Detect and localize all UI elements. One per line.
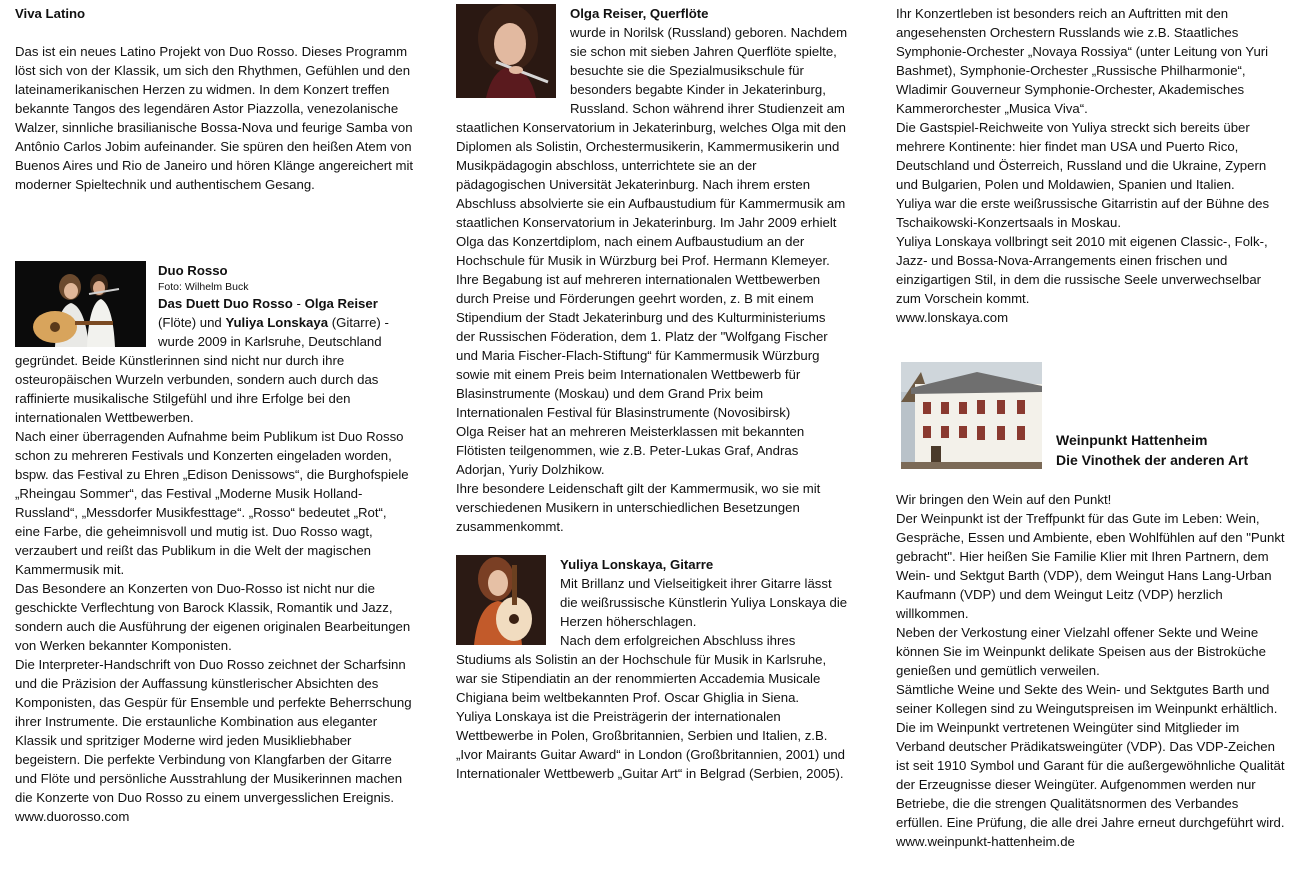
weinpunkt-paragraph-2: Der Weinpunkt ist der Treffpunkt für das Gute im Leben: Wein, Gespräche, Essen und Ambiente, eben Wohlfühlen auf den "Punkt gebracht". Hier heißen Sie Familie Klier mit Ihren Partnern, dem Wein- und Sektgut Barth (VDP), dem Weingut Hans Lang-Urban Kaufmann (VDP) und dem Weingut Leitz (VDP) herzlich willkommen. — [896, 511, 1285, 621]
yuliya-paragraph-5: Die Gastspiel-Reichweite von Yuliya streckt sich bereits über mehrere Kontinente: hier findet man USA und Puerto Rico, Deutschland und Österreich, Russland und die Ukraine, Zypern und Bulgarien, Polen und Moldawien, Spanien und Italien. — [896, 120, 1267, 192]
duo-rosso-intro-mid: (Flöte) und — [158, 315, 226, 330]
duo-rosso-intro-sep: - — [292, 296, 305, 311]
duo-rosso-photo-credit: Foto: Wilhelm Buck — [158, 281, 249, 293]
column-middle — [456, 0, 848, 783]
weinpunkt-header — [896, 362, 1288, 490]
yuliya-lonskaya-photo — [456, 555, 546, 645]
weinpunkt-building-photo — [901, 362, 1042, 469]
yuliya-section — [456, 555, 848, 783]
duo-rosso-paragraph-3: Das Besondere an Konzerten von Duo-Rosso ist nicht nur die geschickte Verflechtung von Barock Klassik, Romantik und Jazz, sondern auch die Ausführung der eigenen originalen Bearbeitungen von Werken bekannter Komponisten. — [15, 581, 411, 653]
weinpunkt-website-link[interactable]: www.weinpunkt-hattenheim.de — [896, 834, 1075, 849]
yuliya-title: Yuliya Lonskaya, Gitarre — [560, 557, 714, 572]
duo-rosso-title: Duo Rosso — [158, 263, 228, 278]
weinpunkt-title-block — [1056, 430, 1248, 470]
yuliya-website-link[interactable]: www.lonskaya.com — [896, 310, 1009, 325]
duo-rosso-photo — [15, 261, 146, 347]
olga-title: Olga Reiser, Querflöte — [570, 6, 709, 21]
weinpunkt-paragraph-3: Neben der Verkostung einer Vielzahl offener Sekte und Weine können Sie im Weinpunkt delikate Speisen aus der Bistroküche genießen und gemütlich verweilen. — [896, 625, 1266, 678]
yuliya-paragraph-6: Yuliya war die erste weißrussische Gitarristin auf der Bühne des Tschaikowski-Konzertsaals in Moskau. — [896, 196, 1270, 230]
olga-reiser-photo — [456, 4, 556, 98]
duo-rosso-intro-end: (Gitarre) - wurde 2009 in Karlsruhe, Deutschland gegründet. Beide Künstlerinnen sind nicht nur durch ihre osteuropäischen Wurzeln verbunden, sondern auch durch das raffinierte musikalische Stilgefühl und ihre Erfolge bei den internationalen Wettbewerben. — [15, 315, 389, 425]
olga-paragraph-1: wurde in Norilsk (Russland) geboren. Nachdem sie schon mit sieben Jahren Querflöte spielte, besuchte sie die Spezialmusikschule für besonders begabte Kinder in Jekaterinburg, Russland. Schon während ihrer Studienzeit am staatlichen Konservatorium in Jekaterinburg, welches Olga mit den Diplomen als Solistin, Orchestermusikerin, Kammermusikerin und Musikpädagogin abschloss, unterrichtete sie an der pädagogischen Universität Jekaterinburg. Nach ihrem ersten Abschluss absolvierte sie ein Aufbaustudium für Kammermusik am staatlichen Konservatorium in Jekaterinburg. Im Jahr 2009 erhielt Olga das Konzertdiplom, nach einem Aufbaustudium an der Hochschule für Musik in Würzburg bei Prof. Hermann Klemeyer. — [456, 25, 848, 268]
weinpunkt-title-line-1: Weinpunkt Hattenheim — [1056, 432, 1208, 448]
olga-paragraph-4: Ihre besondere Leidenschaft gilt der Kammermusik, wo sie mit verschiedenen Musikern in unterschiedlichen Besetzungen zusammenkommt. — [456, 481, 821, 534]
yuliya-paragraph-2: Nach dem erfolgreichen Abschluss ihres Studiums als Solistin an der Hochschule für Musik in Karlsruhe, war sie Stipendiatin an der renommierten Accademia Musicale Chigiana beim weltbekannten Prof. Oscar Ghiglia in Siena. — [456, 633, 827, 705]
duo-rosso-website-link[interactable]: www.duorosso.com — [15, 809, 130, 824]
olga-paragraph-2: Ihre Begabung ist auf mehreren internationalen Wettbewerben durch Preise und Förderungen geehrt worden, z. B mit einem Stipendium der Stadt Jekaterinburg und des Kulturministeriums der Russischen Föderation, dem 1. Platz der "Wolfgang Fischer und Maria Fischer-Flach-Stiftung“ für Kammermusik Würzburg sowie mit einem Preis beim Internationalen Wettbewerb für Blasinstrumente (Moskau) und dem Grand Prix beim Internationalen Festival für Blasinstrumente (Novosibirsk) — [456, 272, 828, 420]
viva-latino-text: Das ist ein neues Latino Projekt von Duo Rosso. Dieses Programm löst sich von der Klassik, um sich den Rhythmen, Gefühlen und den lateinamerikanischen Herzen zu widmen. In dem Konzert treffen bekannte Tangos des legendären Astor Piazzolla, venezolanische Walzer, sinnliche brasilianische Bossa-Nova und feurige Samba von Antônio Carlos Jobim aufeinander. Sie spüren den heißen Atem von Buenos Aires und Rio de Janeiro und hören Klänge angereichert mit moderner Spieltechnik und authentischem Gesang. — [15, 44, 414, 192]
weinpunkt-paragraph-4: Sämtliche Weine und Sekte des Wein- und Sektgutes Barth und seiner Kollegen sind zu Weingutspreisen im Weinpunkt erhältlich. Die im Weinpunkt vertretenen Weingüter sind Mitglieder im Verband deutscher Prädikatsweingüter (VDP). Das VDP-Zeichen ist seit 1910 Symbol und Garant für die außergewöhnliche Qualität der Erzeugnisse dieser Weingüter. Aufgenommen werden nur Betriebe, die die strengen Qualitätsnormen des Verbandes erfüllen. Eine Prüfung, die alle drei Jahre erneut durchgeführt wird. — [896, 682, 1285, 830]
duo-rosso-paragraph-2: Nach einer überragenden Aufnahme beim Publikum ist Duo Rosso schon zu mehreren Festivals und Konzerten eingeladen worden, bspw. das Festival zu Ehren „Edison Denissows“, die Burghofspiele „Rheingau Sommer“, das Festival „Moderne Musik Holland-Russland“, „Messdorfer Musikfesttage“. „Rosso“ bedeutet „Rot“, eine Farbe, die geheimnisvoll und mutig ist. Duo Rosso wagt, verzaubert und reißt das Publikum in die Welt der magischen Kammermusik mit. — [15, 429, 409, 577]
yuliya-paragraph-1: Mit Brillanz und Vielseitigkeit ihrer Gitarre lässt die weißrussische Künstlerin Yuliya Lonskaya die Herzen höherschlagen. — [560, 576, 848, 629]
yuliya-paragraph-3: Yuliya Lonskaya ist die Preisträgerin der internationalen Wettbewerbe in Polen, Großbritannien, Serbien und Italien, z.B. „Ivor Mairants Guitar Award“ in London (Großbritannien, 2001) und Internationaler Wettbewerb „Guitar Art“ in Belgrad (Serbien, 2005). — [456, 709, 845, 781]
duo-rosso-intro-bold-2: Olga Reiser — [304, 296, 378, 311]
weinpunkt-paragraph-1: Wir bringen den Wein auf den Punkt! — [896, 492, 1112, 507]
viva-latino-title: Viva Latino — [15, 6, 86, 21]
olga-paragraph-3: Olga Reiser hat an mehreren Meisterklassen mit bekannten Flötisten teilgenommen, wie z.B. Peter-Lukas Graf, Andras Adorjan, Yuriy Dolzhikow. — [456, 424, 805, 477]
olga-section — [456, 4, 848, 536]
weinpunkt-title-line-2: Die Vinothek der anderen Art — [1056, 452, 1249, 468]
duo-rosso-intro-bold-1: Das Duett Duo Rosso — [158, 296, 293, 311]
yuliya-paragraph-4: Ihr Konzertleben ist besonders reich an Auftritten mit den angesehensten Orchestern Russlands wie z.B. Staatliches Symphonie-Orchester „Novaya Rossiya“ (unter Leitung von Yuri Bashmet), Symphonie-Orchester „Russische Philharmonie“, Wladimir Gouverneur Symphonie-Orchester, Akademisches Kammerorchester „Musica Viva“. — [896, 6, 1269, 116]
column-left — [15, 0, 415, 826]
duo-rosso-intro-bold-3: Yuliya Lonskaya — [225, 315, 329, 330]
duo-rosso-section — [15, 261, 415, 826]
duo-rosso-paragraph-4: Die Interpreter-Handschrift von Duo Rosso zeichnet der Scharfsinn und die Präzision der Auffassung künstlerischer Absichten des Komponisten, das Gespür für Ensemble und perfekte Beherrschung ihrer Instrumente. Die erstaunliche Kombination aus eleganter Klassik und spritziger Moderne wird jeden Musikliebhaber begeistern. Die perfekte Verbindung von Klangfarben der Gitarre und Flöte und persönliche Ausstrahlung der Musikerinnen machen die Konzerte von Duo Rosso zu einem unvergesslichen Ereignis. — [15, 657, 412, 805]
column-right — [896, 0, 1288, 851]
yuliya-paragraph-7: Yuliya Lonskaya vollbringt seit 2010 mit eigenen Classic-, Folk-, Jazz- und Bossa-Nova-Arrangements einen frischen und einzigartigen Stil, in dem die russische Seele unverwechselbar zum Vorschein kommt. — [896, 234, 1268, 306]
